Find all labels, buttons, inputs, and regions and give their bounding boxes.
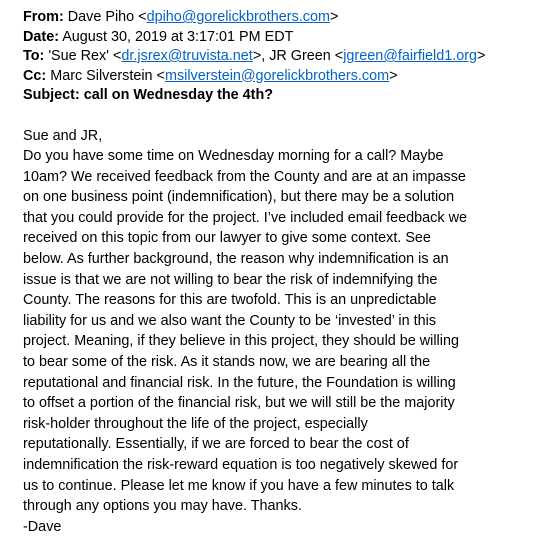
body-line: to offset a portion of the financial risk, but we will still be the majority — [23, 395, 455, 412]
subject-label: Subject: — [23, 87, 80, 103]
recipient-email-link[interactable]: dr.jsrex@truvista.net — [121, 48, 253, 64]
body-line: liability for us and we also want the County to be ‘invested’ in this — [23, 312, 437, 329]
to-label: To: — [23, 48, 45, 64]
cc-name: Marc Silverstein — [50, 67, 153, 84]
subject-value: call on Wednesday the 4th? — [83, 87, 274, 103]
date-label: Date: — [23, 28, 59, 45]
message-body — [23, 126, 533, 538]
to-line: To: 'Sue Rex' <dr.jsrex@truvista.net>, JR Green <jgreen@fairfield1.org> — [23, 48, 486, 64]
cc-label: Cc: — [23, 67, 47, 84]
body-line: project. Meaning, if they believe in this project, they should be willing — [23, 333, 459, 350]
body-line: 10am? We received feedback from the County and are at an impasse — [23, 168, 466, 185]
body-line: County. The reasons for this are twofold. This is an unpredictable — [23, 292, 437, 309]
from-line: From: Dave Piho <dpiho@gorelickbrothers.com> — [23, 9, 339, 25]
from-label: From: — [23, 9, 64, 25]
sender-email-link[interactable]: dpiho@gorelickbrothers.com — [146, 9, 330, 25]
body-line: Sue and JR, — [23, 127, 103, 144]
sender-name: Dave Piho — [67, 9, 135, 25]
subject-line — [23, 86, 533, 106]
recipient-email-link[interactable]: jgreen@fairfield1.org — [343, 48, 478, 64]
body-line: issue is that we are not willing to bear the risk of indemnifying the — [23, 271, 438, 288]
body-line: that you could provide for the project. I’ve included email feedback we — [23, 209, 467, 226]
signature: -Dave — [23, 518, 62, 535]
header-body-gap — [23, 106, 533, 126]
cc-line: Cc: Marc Silverstein <msilverstein@gorelickbrothers.com> — [23, 67, 398, 84]
body-line: below. As further background, the reason why indemnification is an — [23, 251, 449, 268]
email-message — [23, 8, 533, 537]
body-line: us to continue. Please let me know if you have a few minutes to talk — [23, 477, 455, 494]
body-line: reputational and financial risk. In the future, the Foundation is willing — [23, 374, 456, 391]
body-line: to bear some of the risk. As it stands now, we are bearing all the — [23, 354, 431, 371]
body-line: through any options you may have. Thanks. — [23, 498, 302, 515]
body-line: risk-holder throughout the life of the project, especially — [23, 415, 368, 432]
body-line: indemnification the risk-reward equation is too negatively skewed for — [23, 457, 459, 473]
body-line: reputationally. Essentially, if we are forced to bear the cost of — [23, 436, 409, 453]
recipient-name: JR Green — [269, 48, 331, 64]
body-line: Do you have some time on Wednesday morning for a call? Maybe — [23, 148, 444, 165]
date-value: August 30, 2019 at 3:17:01 PM EDT — [62, 28, 294, 45]
date-line — [23, 28, 533, 48]
cc-email-link[interactable]: msilverstein@gorelickbrothers.com — [164, 67, 390, 84]
body-line: received on this topic from our lawyer to give some context. See — [23, 230, 431, 247]
body-line: on one business point (indemnification), but there may be a solution — [23, 189, 455, 206]
recipient-name: 'Sue Rex' — [48, 48, 110, 64]
